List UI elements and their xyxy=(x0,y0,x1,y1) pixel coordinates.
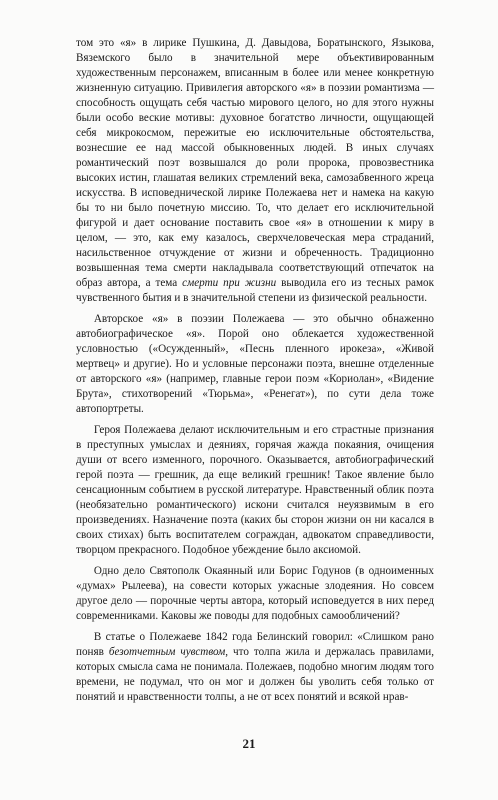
paragraph-2 xyxy=(76,312,434,417)
page-number: 21 xyxy=(242,736,256,751)
paragraph-5-text: В статье о Полежаеве 1842 года Белинский говорил: «Слишком рано поняв xyxy=(76,631,434,658)
paragraph-3 xyxy=(76,423,434,558)
paragraph-5 xyxy=(76,630,434,705)
paragraph-1-italic-phrase: смерти при жизни xyxy=(182,277,277,289)
paragraph-5-text-end: , что толпа жила и держалась правилами, которых смысла сама не понимала. Полежаев, подобно многим людям того времени, не подумал, что он мог и должен бы уволить себя только от понятий и нравственности толпы, а не от всех понятий и всякой нрав- xyxy=(76,646,434,703)
paragraph-2-text: Авторское «я» в поэзии Полежаева — это обычно обнаженно автобиографическое «я». Порой оно облекается художественной условностью («Осужденный», «Песнь пленного ирокеза», «Живой мертвец» и другие). Но и условные персонажи поэта, внешне отделенные от авторского «я» (например, главные герои поэм «Кориолан», «Видение Брута», стихотворений «Тюрьма», «Ренегат»), по сути дела тоже автопортреты. xyxy=(76,313,434,415)
text-column xyxy=(76,36,434,705)
paragraph-4-text: Одно дело Святополк Окаянный или Борис Годунов (в одноименных «думах» Рылеева), на совести которых ужасные злодеяния. Но совсем другое дело — порочные черты автора, который исповедуется в них перед современниками. Каковы же поводы для подобных самообличений? xyxy=(76,565,434,622)
paragraph-1 xyxy=(76,36,434,306)
paragraph-1-text-end: выводила его из тесных рамок чувственного бытия и в значительной степени из физической реальности. xyxy=(76,277,434,304)
paragraph-5-italic-phrase: безотчетным чувством xyxy=(108,646,226,658)
paragraph-1-text: том это «я» в лирике Пушкина, Д. Давыдова, Боратынского, Языкова, Вяземского было в значительной мере объективированным художественным персонажем, вписанным в более или менее конкретную жизненную ситуацию. Привилегия авторского «я» в поэзии романтизма — способность ощущать себя частью мирового целого, но для этого нужны были особо веские мотивы: духовное богатство личности, ощущающей себя микрокосмом, пережитые ею исключительные обстоятельства, вознесшие ее над массой обыкновенных людей. В иных случаях романтический поэт возвышался до роли пророка, провозвестника высоких истин, глашатая великих стремлений века, самозабвенного жреца искусства. В исповеднической лирике Полежаева нет и намека на какую бы то ни было почетную миссию. То, что делает его исключительной фигурой и дает основание поставить свое «я» в отношении к миру в целом, — это, как ему казалось, сверхчеловеческая мера страданий, насильственное отчуждение от жизни и обреченность. Традиционно возвышенная тема смерти накладывала соответствующий отпечаток на образ автора, а тема xyxy=(76,37,434,289)
paragraph-4 xyxy=(76,564,434,624)
paragraph-3-text: Героя Полежаева делают исключительным и его страстные признания в преступных умыслах и деяниях, горячая жажда покаяния, очищения души от всего изменного, порочного. Оказывается, автобиографический герой поэта — грешник, да еще великий грешник! Такое явление было сенсационным событием в русской литературе. Нравственный облик поэта (необязательно романтического) искони считался неуязвимым в его произведениях. Назначение поэта (каких бы сторон жизни он ни касался в своих стихах) быть воспитателем сограждан, адвокатом справедливости, творцом прекрасного. Подобное убеждение было аксиомой. xyxy=(76,424,434,556)
